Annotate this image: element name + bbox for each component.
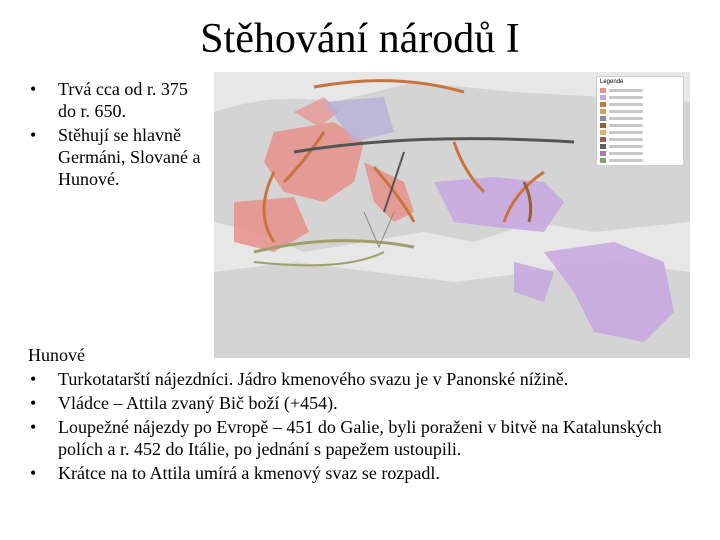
map-legend-title: Legende [600, 79, 624, 85]
legend-row [597, 122, 683, 129]
intro-list [28, 78, 210, 192]
legend-row [597, 108, 683, 115]
legend-row [597, 143, 683, 150]
hun-bullet: • Vládce – Attila zvaný Bič boží (+454). [28, 392, 708, 414]
legend-row [597, 150, 683, 157]
legend-row [597, 87, 683, 94]
migration-map [214, 72, 690, 358]
section-heading: Hunové [28, 345, 85, 365]
map-legend [596, 76, 684, 166]
legend-row [597, 136, 683, 143]
legend-row [597, 101, 683, 108]
legend-row [597, 157, 683, 164]
legend-row [597, 94, 683, 101]
intro-bullet: • Trvá cca od r. 375 do r. 650. [28, 78, 210, 122]
legend-row [597, 129, 683, 136]
legend-row [597, 115, 683, 122]
slide-title: Stěhování národů I [200, 16, 520, 62]
hun-bullet: • Krátce na to Attila umírá a kmenový svaz se rozpadl. [28, 462, 708, 484]
hun-bullet: • Turkotatarští nájezdníci. Jádro kmenového svazu je v Panonské nížině. [28, 368, 708, 390]
hun-bullet: • Loupežné nájezdy po Evropě – 451 do Galie, byli poraženi v bitvě na Katalunských polích a r. 452 do Itálie, po jednání s papežem ustoupili. [28, 416, 708, 460]
intro-bullet: • Stěhují se hlavně Germáni, Slované a Hunové. [28, 124, 210, 190]
hun-list [28, 368, 708, 486]
